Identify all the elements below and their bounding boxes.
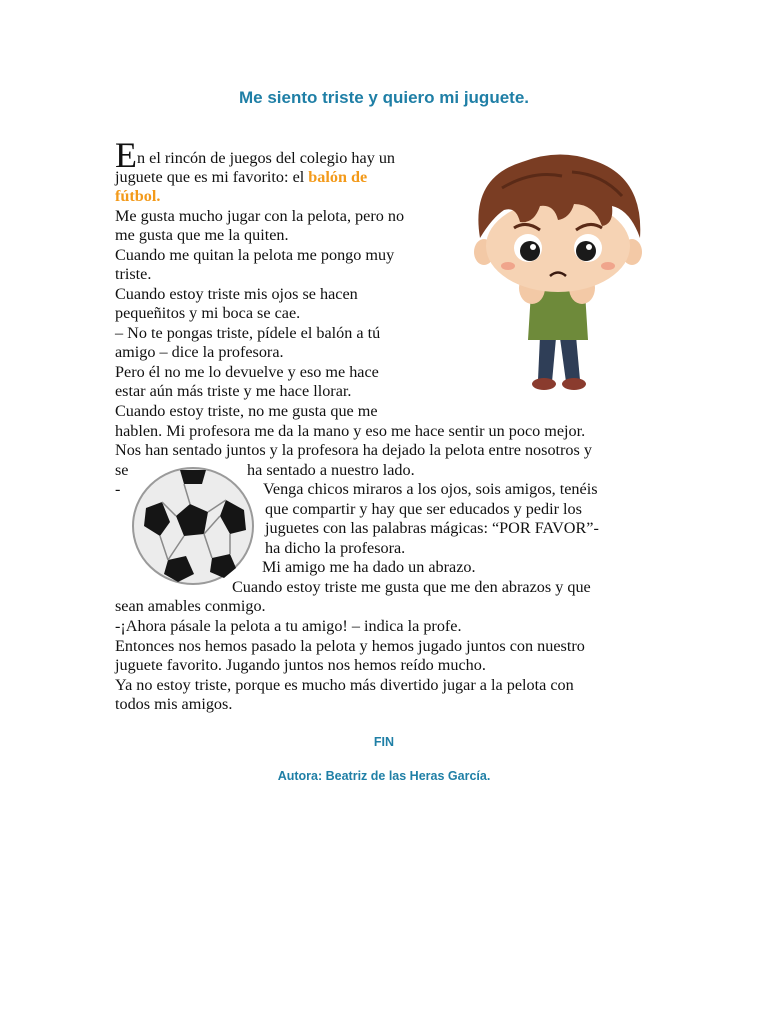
story-line-15: hablen. Mi profesora me da la mano y eso me hace sentir un poco mejor. [115, 422, 586, 440]
story-line-5: me gusta que me la quiten. [115, 226, 289, 244]
story-line-9: pequeñitos y mi boca se cae. [115, 304, 301, 322]
story-line-14: Cuando estoy triste, no me gusta que me [115, 402, 378, 420]
story-line-25: -¡Ahora pásale la pelota a tu amigo! – indica la profe. [115, 617, 462, 635]
story-line-10: – No te pongas triste, pídele el balón a tú [115, 324, 381, 342]
story-line-28: Ya no estoy triste, porque es mucho más divertido jugar a la pelota con [115, 676, 574, 694]
story-title: Me siento triste y quiero mi juguete. [239, 88, 529, 107]
drop-cap: E [115, 135, 137, 175]
story-line-18b: Venga chicos miraros a los ojos, sois amigos, tenéis [263, 480, 598, 498]
story-line-12: Pero él no me lo devuelve y eso me hace [115, 363, 379, 381]
story-line-7: triste. [115, 265, 152, 283]
story-line-29: todos mis amigos. [115, 695, 233, 713]
story-line-3: fútbol. [115, 187, 161, 205]
soccer-ball-illustration [128, 464, 258, 588]
story-line-27: juguete favorito. Jugando juntos nos hemos reído mucho. [115, 656, 486, 674]
author-credit: Autora: Beatriz de las Heras García. [277, 769, 491, 783]
story-line-2: juguete que es mi favorito: el balón de [115, 168, 368, 186]
story-line-4: Me gusta mucho jugar con la pelota, pero no [115, 207, 405, 225]
story-line-24: sean amables conmigo. [115, 597, 266, 615]
story-line-19: que compartir y hay que ser educados y pedir los [265, 500, 582, 518]
story-line-17b: ha sentado a nuestro lado. [247, 461, 415, 479]
story-line-1: En el rincón de juegos del colegio hay un [115, 135, 396, 175]
story-line-22: Mi amigo me ha dado un abrazo. [262, 558, 476, 576]
story-line-23: Cuando estoy triste me gusta que me den abrazos y que [232, 578, 591, 596]
sad-boy-illustration [462, 148, 652, 396]
story-line-11: amigo – dice la profesora. [115, 343, 284, 361]
story-line-6: Cuando me quitan la pelota me pongo muy [115, 246, 395, 264]
story-line-20: juguetes con las palabras mágicas: “POR FAVOR”- [265, 519, 599, 537]
highlight-balon: balón de [308, 168, 368, 186]
story-line-16: Nos han sentado juntos y la profesora ha dejado la pelota entre nosotros y [115, 441, 592, 459]
story-line-18a: - [115, 480, 121, 498]
story-line-8: Cuando estoy triste mis ojos se hacen [115, 285, 358, 303]
story-line-21: ha dicho la profesora. [265, 539, 406, 557]
fin-label: FIN [373, 735, 395, 749]
story-line-13: estar aún más triste y me hace llorar. [115, 382, 352, 400]
story-line-17a: se [115, 461, 129, 479]
story-line-26: Entonces nos hemos pasado la pelota y hemos jugado juntos con nuestro [115, 637, 585, 655]
